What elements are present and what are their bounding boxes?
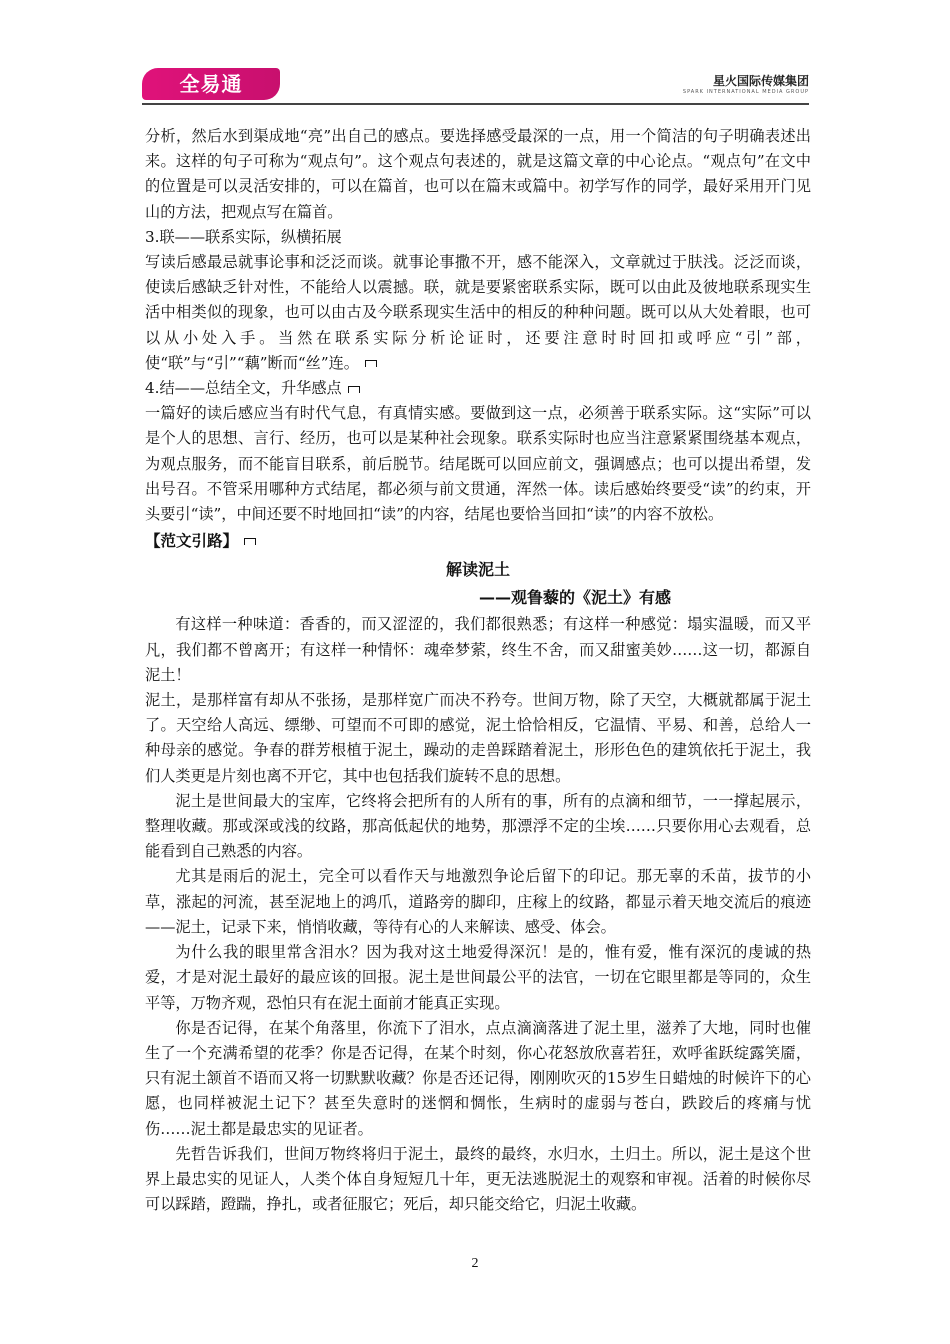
section-heading-text: 【范文引路】	[145, 532, 239, 551]
header-divider	[142, 103, 809, 105]
essay-title: 解读泥土	[445, 560, 510, 580]
bracket-mark-icon	[365, 360, 377, 367]
publisher-name-en: SPARK INTERNATIONAL MEDIA GROUP	[682, 89, 809, 95]
paragraph	[145, 250, 811, 376]
subheading	[145, 376, 811, 401]
section-heading	[145, 529, 811, 554]
document-body	[145, 124, 811, 1217]
essay-paragraph: 先哲告诉我们，世间万物终将归于泥土，最终的最终，水归水，土归土。所以，泥土是这个世界上最忠实的见证人，人类个体自身短短几十年，更无法逃脱泥土的观察和审视。活着的时候你尽可以踩踏，蹬踹，挣扎，或者征服它；死后，却只能交给它，归泥土收藏。	[145, 1144, 811, 1214]
publisher-name: 星火国际传媒集团	[712, 74, 809, 88]
page-number: 2	[471, 1256, 479, 1271]
bracket-mark-icon	[348, 386, 360, 393]
paragraph: 分析，然后水到渠成地“亮”出自己的感点。要选择感受最深的一点，用一个简洁的句子明确表述出来。这样的句子可称为“观点句”。这个观点句表述的，就是这篇文章的中心论点。“观点句”在文中的位置是可以灵活安排的，可以在篇首，也可以在篇末或篇中。初学写作的同学，最好采用开门见山的方法，把观点写在篇首。	[145, 127, 811, 221]
subheading: 3.联——联系实际，纵横拓展	[145, 227, 342, 246]
subheading-text: 4.结——总结全文，升华感点	[145, 379, 342, 398]
essay-subtitle: ——观鲁藜的《泥土》有感	[478, 588, 671, 608]
essay-paragraph: 有这样一种味道：香香的，而又涩涩的，我们都很熟悉；有这样一种感觉：塌实温暖，而又平凡，我们都不曾离开；有这样一种情怀：魂牵梦萦，终生不舍，而又甜蜜美妙……这一切，都源自泥土！	[145, 615, 811, 684]
essay-paragraph: 泥土，是那样富有却从不张扬，是那样宽广而决不矜夸。世间万物，除了天空，大概就都属于泥土了。天空给人高远、缥缈、可望而不可即的感觉，泥土恰恰相反，它温情、平易、和善，总给人一种母亲的感觉。争春的群芳根植于泥土，躁动的走兽踩踏着泥土，形形色色的建筑依托于泥土，我们人类更是片刻也离不开它，其中也包括我们旋转不息的思想。	[145, 691, 811, 785]
bracket-mark-icon	[244, 538, 256, 545]
essay-paragraph: 尤其是雨后的泥土，完全可以看作天与地激烈争论后留下的印记。那无辜的禾苗，拔节的小草，涨起的河流，甚至泥地上的鸿爪，道路旁的脚印，庄稼上的纹路，都显示着天地交流后的痕迹——泥土，记录下来，悄悄收藏，等待有心的人来解读、感受、体会。	[145, 867, 811, 936]
essay-paragraph: 你是否记得，在某个角落里，你流下了泪水，点点滴滴落进了泥土里，滋养了大地，同时也催生了一个充满希望的花季？你是否记得，在某个时刻，你心花怒放欣喜若狂，欢呼雀跃绽露笑靥，只有泥土颔首不语而又将一切默默收藏？你是否还记得，刚刚吹灭的15岁生日蜡烛的时候许下的心愿，也同样被泥土记下？甚至失意时的迷惘和惆怅，生病时的虚弱与苍白，跌跤后的疼痛与忧伤……泥土都是最忠实的见证者。	[145, 1018, 811, 1138]
paragraph-text: 写读后感最忌就事论事和泛泛而谈。就事论事撒不开，感不能深入，文章就过于肤浅。泛泛而谈，使读后感缺乏针对性，不能给人以震撼。联，就是要紧密联系实际，既可以由此及彼地联系现实生活中相类似的现象，也可以由古及今联系现实生活中的相反的种种问题。既可以从大处着眼，也可以从小处入手。当然在联系实际分析论证时，还要注意时时回扣或呼应“引”部，使“联”与“引”“藕”断而“丝”连。	[145, 253, 811, 372]
essay-paragraph: 泥土是世间最大的宝库，它终将会把所有的人所有的事，所有的点滴和细节，一一撑起展示，整理收藏。那或深或浅的纹路，那高低起伏的地势，那漂浮不定的尘埃……只要你用心去观看，总能看到自己熟悉的内容。	[145, 791, 811, 861]
publisher	[683, 72, 809, 95]
logo: 全易通	[142, 68, 280, 100]
paragraph: 一篇好的读后感应当有时代气息，有真情实感。要做到这一点，必须善于联系实际。这“实际”可以是个人的思想、言行、经历，也可以是某种社会现象。联系实际时也应当注意紧紧围绕基本观点，为观点服务，而不能盲目联系，前后脱节。结尾既可以回应前文，强调感点；也可以提出希望，发出号召。不管采用哪种方式结尾，都必须与前文贯通，浑然一体。读后感始终要受“读”的约束，开头要引“读”，中间还要不时地回扣“读”的内容，结尾也要恰当回扣“读”的内容不放松。	[145, 404, 811, 524]
essay-paragraph: 为什么我的眼里常含泪水？因为我对这土地爱得深沉！是的，惟有爱，惟有深沉的虔诚的热爱，才是对泥土最好的最应该的回报。泥土是世间最公平的法官，一切在它眼里都是等同的，众生平等，万物齐观，恐怕只有在泥土面前才能真正实现。	[145, 943, 811, 1012]
page-header	[142, 64, 809, 104]
